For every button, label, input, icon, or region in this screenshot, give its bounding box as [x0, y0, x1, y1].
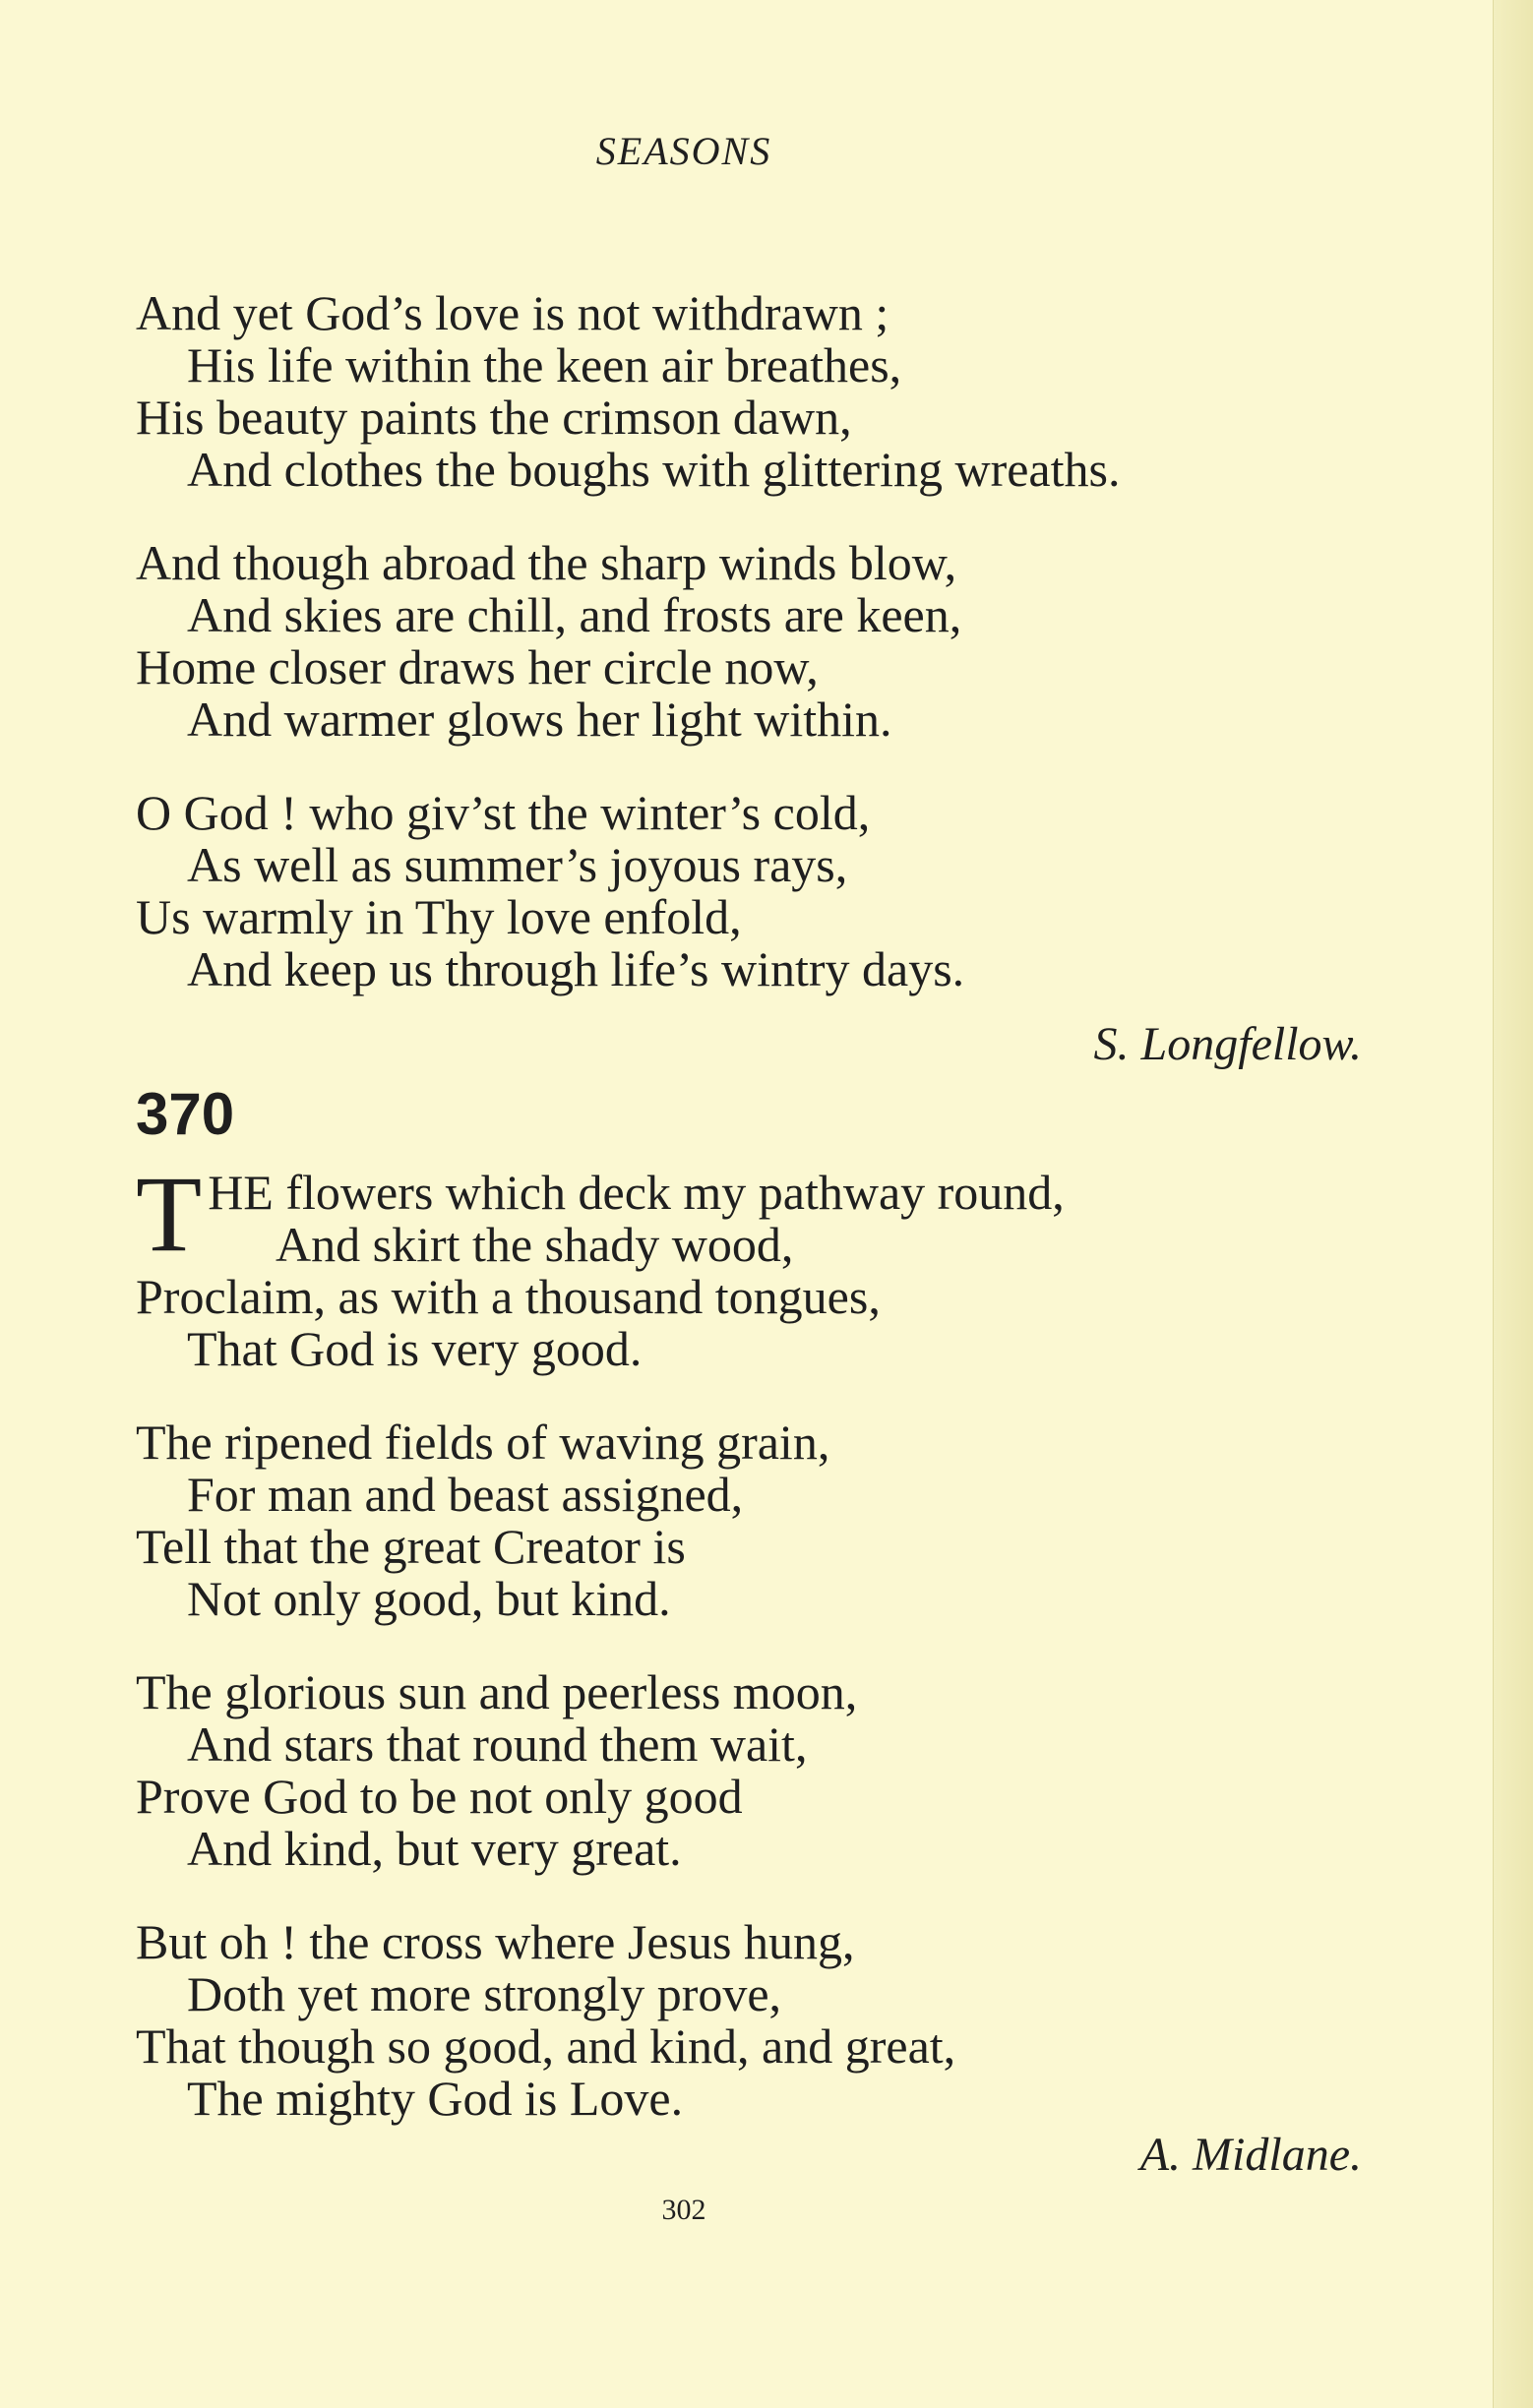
verse-line: But oh ! the cross where Jesus hung,: [136, 1914, 855, 1969]
verse-line: Proclaim, as with a thousand tongues,: [136, 1269, 881, 1324]
hymn-number: 370: [136, 1081, 235, 1147]
verse-line: Prove God to be not only good: [136, 1769, 743, 1824]
verse-line: For man and beast assigned,: [187, 1467, 744, 1522]
verse-line: The glorious sun and peerless moon,: [136, 1664, 858, 1719]
verse-line: And yet God’s love is not withdrawn ;: [136, 285, 889, 340]
verse-line: The ripened fields of waving grain,: [136, 1415, 830, 1470]
verse-line: And stars that round them wait,: [187, 1716, 808, 1772]
stanza-2: [136, 1416, 1376, 1625]
stanza-3: [136, 1666, 1376, 1875]
verse-line: HE flowers which deck my pathway round,: [208, 1165, 1065, 1220]
verse-line: Us warmly in Thy love enfold,: [136, 889, 742, 944]
verse-line: And though abroad the sharp winds blow,: [136, 535, 957, 590]
verse-line: And warmer glows her light within.: [187, 692, 892, 747]
verse-line: Home closer draws her circle now,: [136, 639, 819, 694]
verse-line: Not only good, but kind.: [187, 1571, 671, 1626]
verse-line: Doth yet more strongly prove,: [187, 1966, 782, 2021]
page-number: 302: [661, 2194, 706, 2226]
verse-line: And kind, but very great.: [187, 1821, 682, 1876]
verse-line: As well as summer’s joyous rays,: [187, 837, 848, 892]
verse-line: His life within the keen air breathes,: [187, 337, 902, 392]
verse-line: And skies are chill, and frosts are keen,: [187, 587, 962, 642]
running-header: SEASONS: [595, 129, 772, 173]
stanza-1: [136, 287, 1376, 496]
verse-line: O God ! who giv’st the winter’s cold,: [136, 785, 871, 840]
verse-line: That though so good, and kind, and great,: [136, 2018, 956, 2074]
verse-line: That God is very good.: [187, 1321, 643, 1376]
verse-line: Tell that the great Creator is: [136, 1519, 686, 1574]
stanza-1: [136, 1154, 1376, 1376]
stanza-2: [136, 537, 1376, 746]
stanza-3: [136, 787, 1376, 995]
verse-line: His beauty paints the crimson dawn,: [136, 390, 852, 445]
hymn-370: [136, 1154, 1376, 2126]
verse-line: And keep us through life’s wintry days.: [187, 941, 965, 996]
author-attribution: S. Longfellow.: [1093, 1018, 1362, 1070]
stanza-4: [136, 1916, 1376, 2125]
poem-continuation: [136, 287, 1376, 995]
verse-line: And clothes the boughs with glittering wreaths.: [187, 442, 1121, 497]
verse-line: The mighty God is Love.: [187, 2071, 684, 2126]
author-attribution: A. Midlane.: [1139, 2129, 1362, 2181]
page-edge: [1493, 0, 1533, 2408]
drop-cap: T: [136, 1154, 203, 1274]
verse-line: And skirt the shady wood,: [276, 1217, 794, 1272]
